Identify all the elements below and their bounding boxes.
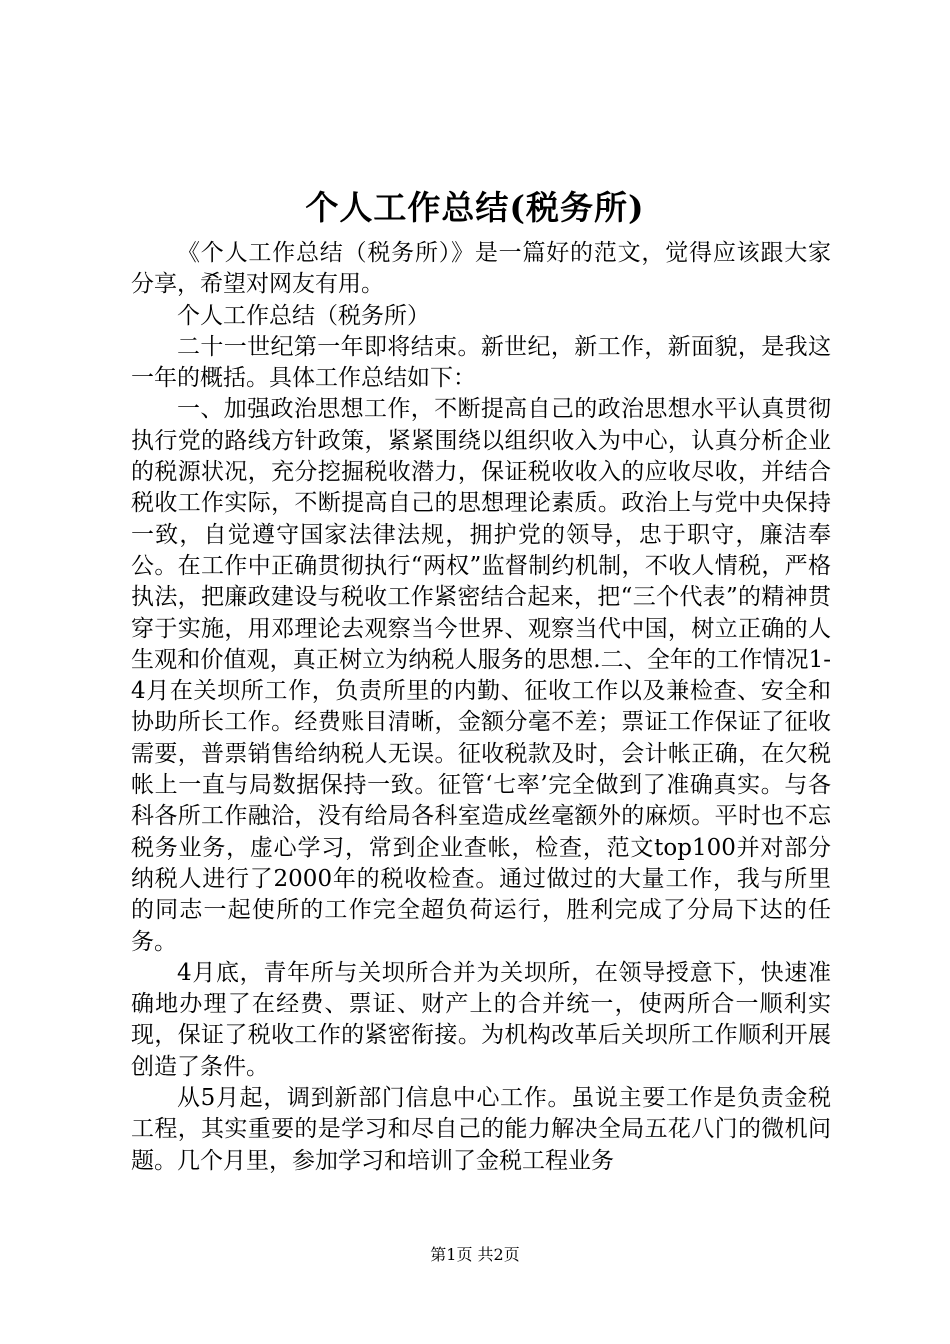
paragraph-subtitle: 个人工作总结（税务所） <box>177 302 430 329</box>
paragraph-merger: 4月底，青年所与关坝所合并为关坝所，在领导授意下，快速准确地办理了在经费、票证、财产上的合并统一，使两所合一顺利实现，保证了税收工作的紧密衔接。为机构改革后关坝所工作顺利开展创造了条件。 <box>131 959 831 1080</box>
paragraph-overview: 二十一世纪第一年即将结束。新世纪，新工作，新面貌，是我这一年的概括。具体工作总结如下： <box>131 333 831 392</box>
paragraph-intro: 《个人工作总结（税务所）》是一篇好的范文，觉得应该跟大家分享，希望对网友有用。 <box>131 240 831 298</box>
paragraph-political-work: 一、加强政治思想工作，不断提高自己的政治思想水平认真贯彻执行党的路线方针政策，紧紧围绕以组织收入为中心，认真分析企业的税源状况，充分挖掘税收潜力，保证税收收入的应收尽收，并结合税收工作实际，不断提高自己的思想理论素质。政治上与党中央保持一致，自觉遵守国家法律法规，拥护党的领导，忠于职守，廉洁奉公。在工作中正确贯彻执行“两权”监督制约机制，不收人情税，严格执法，把廉政建设与税收工作紧密结合起来，把“三个代表”的精神贯穿于实施，用邓理论去观察当今世界、观察当代中国，树立正确的人生观和价值观，真正树立为纳税人服务的思想.二、全年的工作情况1-4月在关坝所工作，负责所里的内勤、征收工作以及兼检查、安全和协助所长工作。经费账目清晰，金额分毫不差；票证工作保证了征收需要，普票销售给纳税人无误。征收税款及时，会计帐正确，在欠税帐上一直与局数据保持一致。征管‘七率’完全做到了准确真实。与各科各所工作融洽，没有给局各科室造成丝毫额外的麻烦。平时也不忘税务业务，虚心学习，常到企业查帐，检查，范文top100并对部分纳税人进行了2000年的税收检查。通过做过的大量工作，我与所里的同志一起使所的工作完全超负荷运行，胜利完成了分局下达的任务。 <box>131 396 831 955</box>
document-title: 个人工作总结(税务所) <box>305 188 645 227</box>
page-footer: 第1页 共2页 <box>430 1245 520 1264</box>
paragraph-info-center: 从5月起，调到新部门信息中心工作。虽说主要工作是负责金税工程，其实重要的是学习和尽自己的能力解决全局五花八门的微机问题。几个月里，参加学习和培训了金税工程业务 <box>131 1085 831 1174</box>
document-body <box>131 238 831 1177</box>
